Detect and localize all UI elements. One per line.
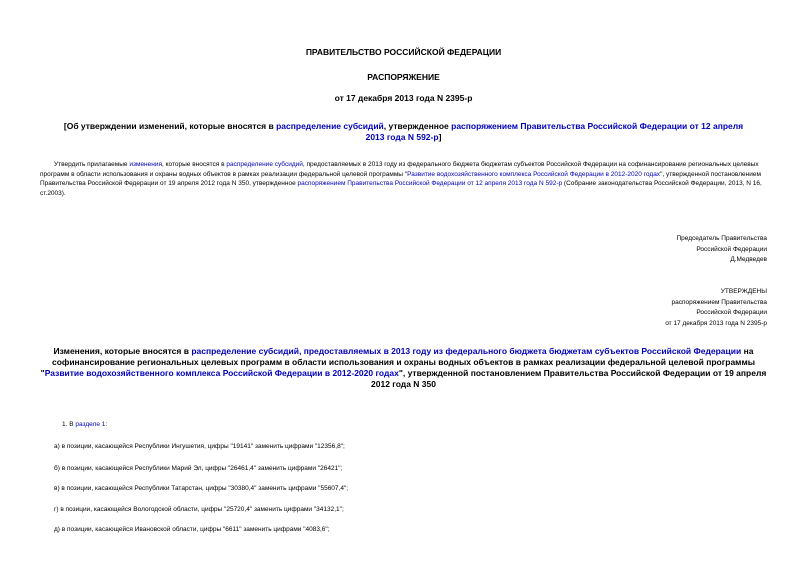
- order-paragraph: [40, 160, 767, 198]
- approval-line: распоряжением Правительства: [671, 298, 767, 306]
- list-item: а) в позиции, касающейся Республики Ингушетия, цифры "19141" заменить цифрами "12356,8";: [54, 443, 345, 450]
- list-item: д) в позиции, касающейся Ивановской области, цифры "6611" заменить цифрами "4083,6";: [54, 526, 330, 533]
- subject-text: , утвержденное: [383, 121, 452, 131]
- approval-block: [527, 287, 767, 329]
- changes-title-text: ", утвержденной постановлением Правительства Российской Федерации от 19 апреля 2012 года N 350: [371, 368, 767, 389]
- subject-text: [Об утверждении изменений, которые вносятся в: [63, 121, 277, 131]
- order-text: (Собрание законодательства Российской Федерации, 2013, N 16, ст.2003).: [40, 180, 762, 197]
- subject-text: ]: [438, 132, 442, 142]
- subject-link-order[interactable]: распоряжением Правительства Российской Федерации от 12 апреля: [451, 121, 744, 131]
- distribution-link[interactable]: распределение субсидий: [226, 161, 303, 168]
- program-link[interactable]: Развитие водохозяйственного комплекса Российской Федерации в 2012-2020 годах: [407, 170, 661, 178]
- changes-title: [40, 346, 767, 390]
- section-heading: [62, 420, 107, 429]
- order-text: ", утвержденной постановлением Правительства Российской Федерации от 19 апреля 2012 года N 350, утвержденное: [40, 170, 761, 187]
- list-item: г) в позиции, касающейся Вологодской области, цифры "25720,4" заменить цифрами "34132,1";: [54, 506, 344, 513]
- changes-title-text: Изменения, которые вносятся в: [53, 346, 192, 356]
- signature-block: [527, 234, 767, 266]
- order-text: Утвердить прилагаемые: [54, 161, 130, 168]
- document-date-number: от 17 декабря 2013 года N 2395-р: [334, 93, 473, 103]
- subject-link-order-number[interactable]: 2013 года N 592-р: [365, 132, 439, 142]
- approval-title: УТВЕРЖДЕНЫ: [720, 288, 767, 295]
- document-type: РАСПОРЯЖЕНИЕ: [367, 72, 440, 82]
- section-1-link[interactable]: разделе 1: [75, 421, 106, 428]
- changes-title-link-distribution[interactable]: распределение субсидий, предоставляемых в 2013 году из федерального бюджета бюджетам субъектов Российской Федерации: [191, 346, 742, 356]
- order-592-link[interactable]: распоряжением Правительства Российской Федерации от 12 апреля 2013 года N 592-р: [297, 180, 563, 187]
- order-text: , которые вносятся в: [162, 161, 227, 168]
- subject-link-distribution[interactable]: распределение субсидий: [276, 121, 384, 131]
- changes-title-text: на софинансирование региональных целевых программ в области использования и охраны водных объектов в рамках реализации федеральной целевой программы ": [40, 346, 756, 378]
- section-text: 1. В: [62, 421, 76, 428]
- changes-link[interactable]: изменения: [129, 161, 162, 168]
- list-item: б) в позиции, касающейся Республики Марий Эл, цифры "26461,4" заменить цифрами "26421";: [54, 465, 343, 472]
- changes-title-link-program[interactable]: Развитие водохозяйственного комплекса Российской Федерации в 2012-2020 годах: [44, 368, 399, 378]
- section-text: :: [105, 421, 108, 428]
- order-text: , предоставляемых в 2013 году из федерального бюджета бюджетам субъектов Российской Федерации на софинансирование региональных целевых программ в области использования и охраны водных объектов в рамках реализации федеральной целевой программы ": [40, 161, 759, 178]
- approval-line: Российской Федерации: [696, 309, 767, 316]
- document-subject: [40, 121, 767, 143]
- government-title: ПРАВИТЕЛЬСТВО РОССИЙСКОЙ ФЕДЕРАЦИИ: [305, 47, 502, 57]
- signature-position: Председатель Правительства: [676, 235, 767, 242]
- approval-date: от 17 декабря 2013 года N 2395-р: [665, 319, 767, 327]
- signature-position-2: Российской Федерации: [696, 245, 767, 253]
- list-item: в) в позиции, касающейся Республики Татарстан, цифры "30380,4" заменить цифрами "55607,4";: [54, 485, 349, 492]
- signature-name: Д.Медведев: [730, 256, 767, 263]
